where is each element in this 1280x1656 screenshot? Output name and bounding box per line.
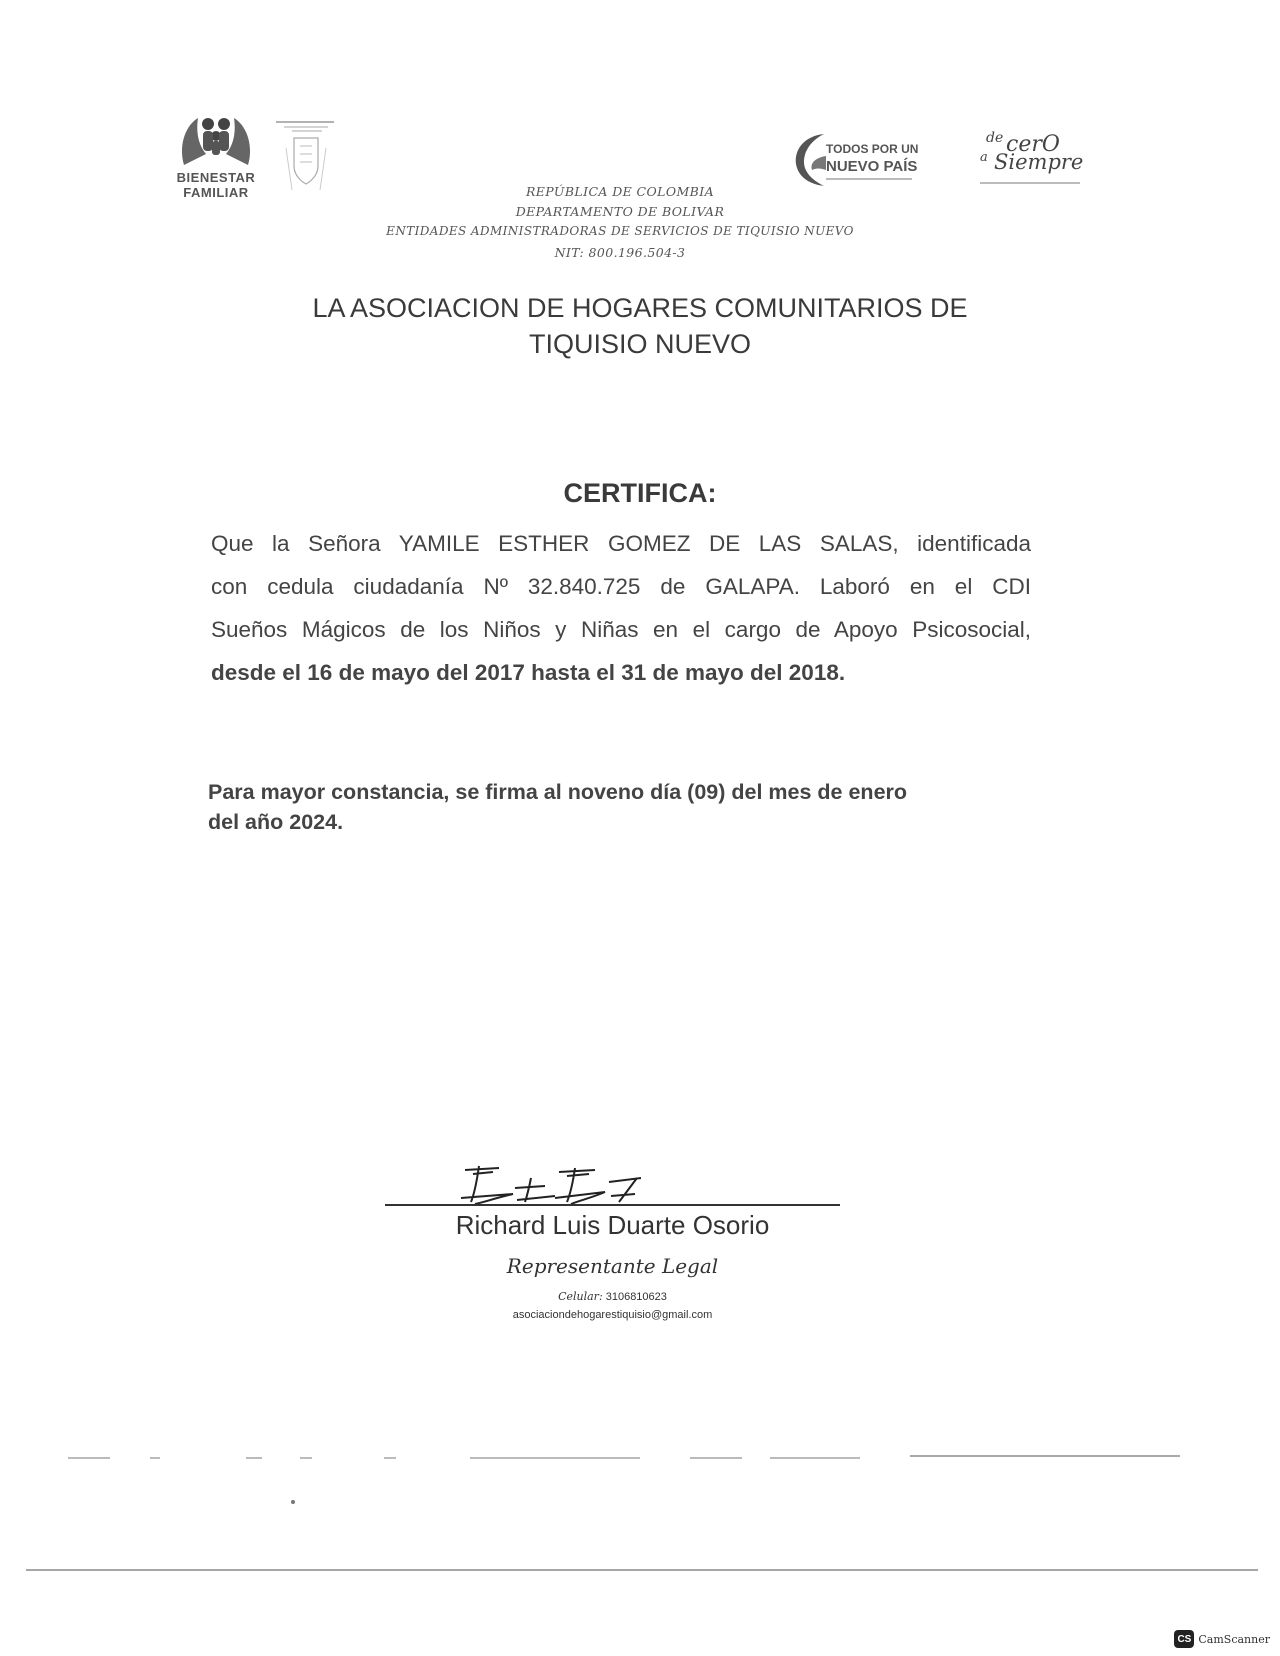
todos-line1: TODOS POR UN [826, 142, 919, 156]
familiar-word: FAMILIAR [183, 185, 249, 200]
cero-part-cero: cerO [1006, 132, 1060, 157]
bienestar-hands-icon [176, 110, 256, 170]
title-line1: LA ASOCIACION DE HOGARES COMUNITARIOS DE [312, 293, 968, 323]
todos-por-un-nuevo-pais-logo [790, 130, 920, 190]
header-departamento: DEPARTAMENTO DE BOLIVAR [515, 204, 725, 219]
signature-scribble [455, 1160, 675, 1208]
header-republica: REPÚBLICA DE COLOMBIA [525, 184, 715, 199]
signer-name: Richard Luis Duarte Osorio [455, 1210, 770, 1240]
closing-line1: Para mayor constancia, se firma al noveno día (09) del mes de enero [208, 780, 908, 804]
phone-label: Celular: [558, 1290, 603, 1303]
colombia-flag-swoosh-icon [790, 130, 830, 190]
body-line3: Sueños Mágicos de los Niños y Niñas en el cargo de Apoyo Psicosocial, [211, 617, 1031, 642]
closing-line2: del año 2024. [208, 810, 344, 834]
phone-number: 3106810623 [605, 1291, 667, 1303]
bienestar-familiar-logo [176, 110, 256, 206]
cero-part-de: de [986, 130, 1004, 146]
certifica-heading: CERTIFICA: [563, 478, 717, 508]
todos-line2: NUEVO PAÍS [826, 158, 918, 175]
header-entidades: ENTIDADES ADMINISTRADORAS DE SERVICIOS DE TIQUISIO NUEVO [386, 224, 854, 238]
camscanner-watermark [1174, 1630, 1270, 1648]
title-line2: TIQUISIO NUEVO [528, 329, 752, 359]
de-cero-a-siempre-logo [976, 130, 1086, 192]
camscanner-label: CamScanner [1198, 1632, 1270, 1646]
header-nit: NIT: 800.196.504-3 [554, 245, 686, 260]
body-line1: Que la Señora YAMILE ESTHER GOMEZ DE LAS SALAS, identificada [211, 531, 1031, 556]
scan-artifact-lines [0, 1440, 1280, 1580]
signer-phone [385, 1290, 840, 1303]
body-line2: con cedula ciudadanía Nº 32.840.725 de GALAPA. Laboró en el CDI [211, 574, 1031, 599]
signer-role: Representante Legal [506, 1254, 719, 1278]
camscanner-icon: CS [1174, 1630, 1194, 1648]
signature-line [385, 1204, 840, 1206]
cero-part-siempre: Siempre [994, 150, 1084, 174]
signer-email: asociaciondehogarestiquisio@gmail.com [512, 1309, 713, 1321]
cero-part-a: a [980, 150, 988, 165]
page-title [190, 290, 1090, 362]
body-line4: desde el 16 de mayo del 2017 hasta el 31 de mayo del 2018. [211, 660, 846, 685]
bienestar-word: BIENESTAR [176, 170, 256, 185]
